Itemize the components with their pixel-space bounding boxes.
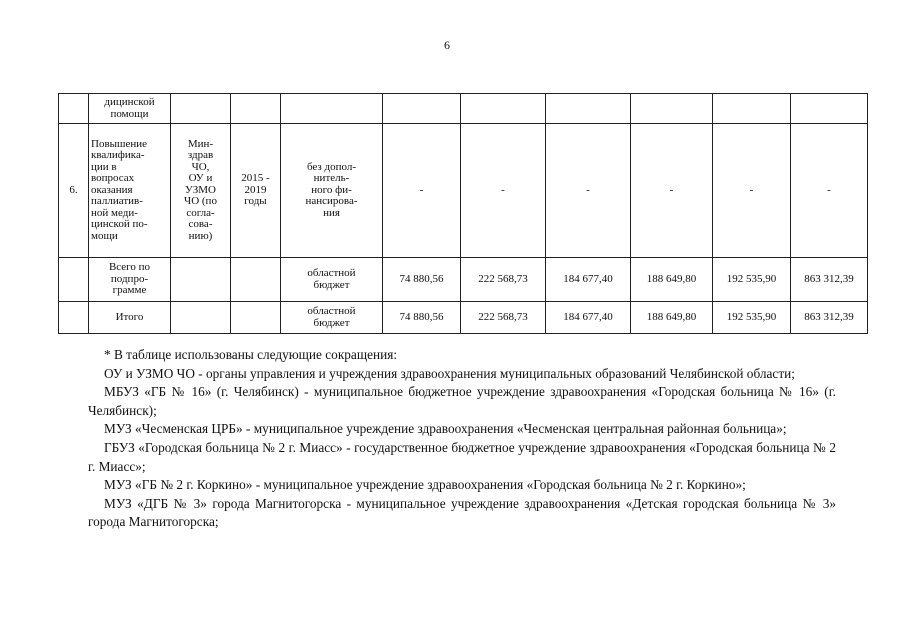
cell-value: - — [383, 124, 461, 258]
cell-value: 74 880,56 — [383, 258, 461, 302]
cell-value: - — [546, 124, 631, 258]
abbreviation-item: МУЗ «Чесменская ЦРБ» - муниципальное учреждение здравоохранения «Чесменская центральная районная больница»; — [104, 421, 787, 437]
budget-table — [58, 93, 868, 334]
table-row-6 — [59, 124, 868, 258]
cell-value: 184 677,40 — [546, 258, 631, 302]
cell-num: 6. — [59, 124, 89, 258]
abbreviation-item: ОУ и УЗМО ЧО - органы управления и учреждения здравоохранения муниципальных образований Челябинской области; — [104, 365, 795, 381]
abbreviation-item: ГБУЗ «Городская больница № 2 г. Миасс» - государственное бюджетное учреждение здравоохранения «Городская больница № 2 г. Миасс»; — [88, 439, 836, 474]
page-number: 6 — [444, 38, 450, 52]
abbreviation-item: МБУЗ «ГБ № 16» (г. Челябинск) - муниципальное бюджетное учреждение здравоохранения «Городская больница № 16» (г. Челябинск); — [88, 384, 836, 418]
cell-value: 184 677,40 — [546, 302, 631, 334]
table-row-continuation — [59, 94, 868, 124]
cell-value: 188 649,80 — [631, 302, 713, 334]
cell-value: 188 649,80 — [631, 258, 713, 302]
cell-source: областной бюджет — [281, 302, 383, 334]
cell-value: 222 568,73 — [461, 258, 546, 302]
abbreviation-item: МУЗ «ГБ № 2 г. Коркино» - муниципальное учреждение здравоохранения «Городская больница № 2 г. Коркино»; — [104, 477, 746, 493]
cell-source: областной бюджет — [281, 258, 383, 302]
cell-value: 192 535,90 — [713, 258, 791, 302]
cell-name: дицинской помощи — [89, 94, 171, 124]
cell-value: 863 312,39 — [791, 302, 868, 334]
cell-label: Итого — [89, 302, 171, 334]
cell-value: 192 535,90 — [713, 302, 791, 334]
cell-executor: Мин- здрав ЧО, ОУ и УЗМО ЧО (по согла- сова- нию) — [171, 124, 231, 258]
cell-value: - — [461, 124, 546, 258]
cell-num — [59, 94, 89, 124]
cell-value: 863 312,39 — [791, 258, 868, 302]
cell-label: Всего по подпро- грамме — [89, 258, 171, 302]
cell-value: 222 568,73 — [461, 302, 546, 334]
table-row-subtotal — [59, 258, 868, 302]
abbreviation-item: МУЗ «ДГБ № 3» города Магнитогорска - муниципальное учреждение здравоохранения «Детская городская больница № 3» города Магнитогорска; — [88, 495, 836, 530]
cell-value: - — [713, 124, 791, 258]
cell-source: без допол- нитель- ного фи- нансирова- ния — [281, 124, 383, 258]
abbreviations-intro: * В таблице использованы следующие сокращения: — [104, 347, 398, 362]
abbreviations-section — [88, 346, 836, 532]
cell-period: 2015 - 2019 годы — [231, 124, 281, 258]
cell-name: Повышение квалифика- ции в вопросах оказания паллиатив- ной меди- цинской по- мощи — [89, 124, 171, 258]
cell-value: 74 880,56 — [383, 302, 461, 334]
table-row-total — [59, 302, 868, 334]
cell-value: - — [631, 124, 713, 258]
cell-value: - — [791, 124, 868, 258]
